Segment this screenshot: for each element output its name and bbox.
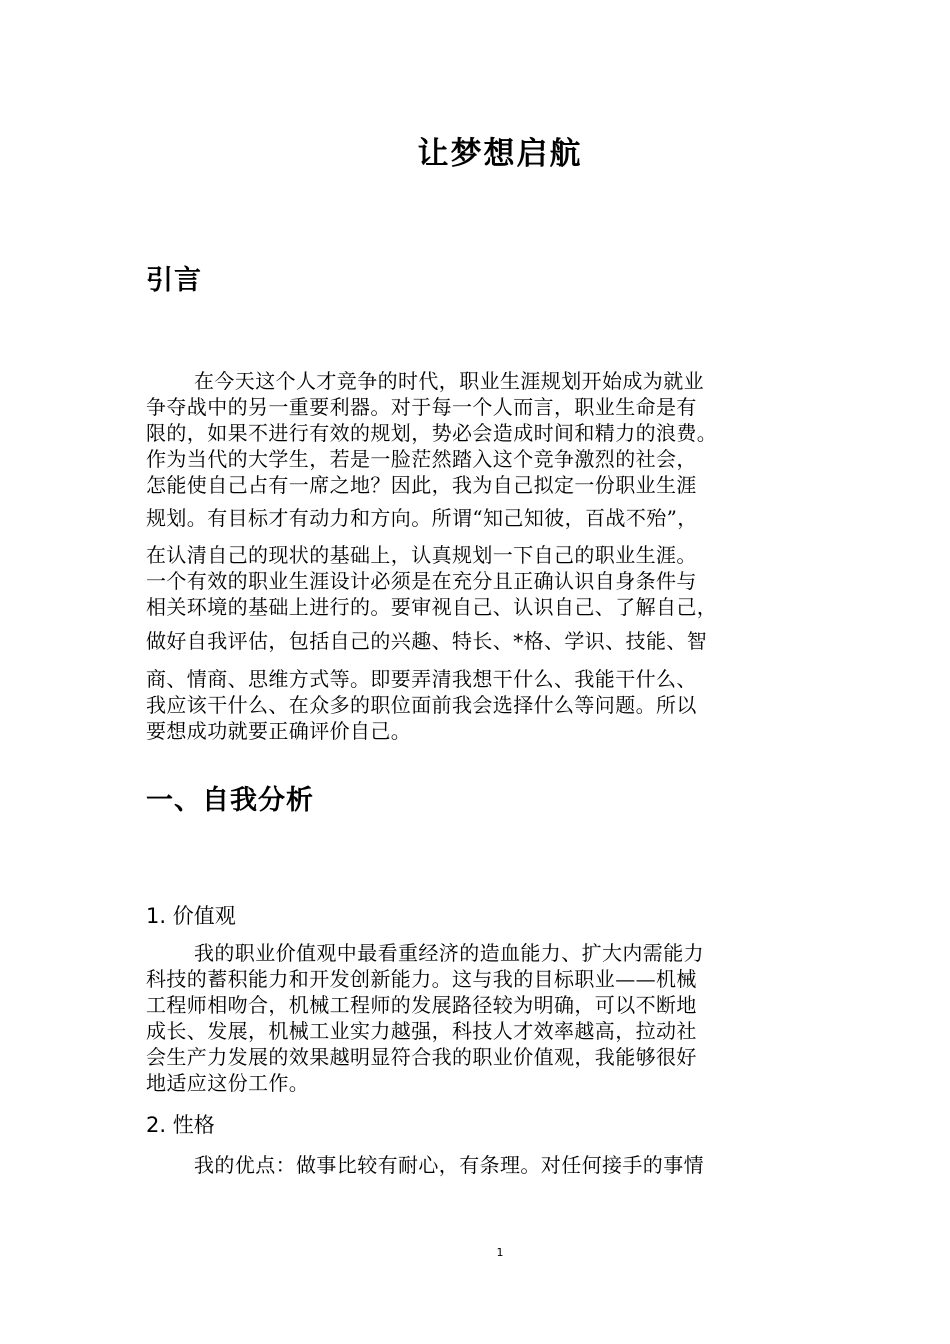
values-line: 会生产力发展的效果越明显符合我的职业价值观，我能够很好 [146,1045,697,1069]
intro-line: 怎能使自己占有一席之地？因此，我为自己拟定一份职业生涯 [146,473,697,497]
personality-line: 我的优点：做事比较有耐心，有条理。对任何接手的事情 [194,1153,704,1177]
intro-line: 在今天这个人才竞争的时代，职业生涯规划开始成为就业 [194,369,704,393]
subsection-heading-values: 1. 价值观 [146,904,236,928]
values-line: 成长、发展，机械工业实力越强，科技人才效率越高，拉动社 [146,1019,697,1043]
intro-line: 规划。有目标才有动力和方向。所谓“知己知彼，百战不殆”， [146,506,698,530]
document-title: 让梦想启航 [417,136,583,172]
intro-line: 一个有效的职业生涯设计必须是在充分且正确认识自身条件与 [146,569,697,593]
values-line: 科技的蓄积能力和开发创新能力。这与我的目标职业——机械 [146,967,697,991]
intro-line: 商、情商、思维方式等。即要弄清我想干什么、我能干什么、 [146,667,697,691]
intro-line: 相关环境的基础上进行的。要审视自己、认识自己、了解自己， [146,595,718,619]
intro-line: 限的，如果不进行有效的规划，势必会造成时间和精力的浪费。 [146,421,718,445]
subsection-heading-personality: 2. 性格 [146,1113,215,1137]
values-line: 工程师相吻合，机械工程师的发展路径较为明确，可以不断地 [146,993,697,1017]
section-heading-self-analysis: 一、自我分析 [146,785,314,816]
page-number: 1 [496,1246,504,1259]
intro-line: 作为当代的大学生，若是一脸茫然踏入这个竞争激烈的社会， [146,447,697,471]
intro-line: 争夺战中的另一重要利器。对于每一个人而言，职业生命是有 [146,395,697,419]
intro-line: 在认清自己的现状的基础上，认真规划一下自己的职业生涯。 [146,543,697,567]
section-heading-intro: 引言 [146,265,202,296]
values-line: 地适应这份工作。 [146,1071,310,1095]
intro-line: 做好自我评估，包括自己的兴趣、特长、*格、学识、技能、智 [146,629,708,653]
values-line: 我的职业价值观中最看重经济的造血能力、扩大内需能力 [194,941,704,965]
intro-line: 我应该干什么、在众多的职位面前我会选择什么等问题。所以 [146,693,697,717]
intro-line: 要想成功就要正确评价自己。 [146,719,412,743]
